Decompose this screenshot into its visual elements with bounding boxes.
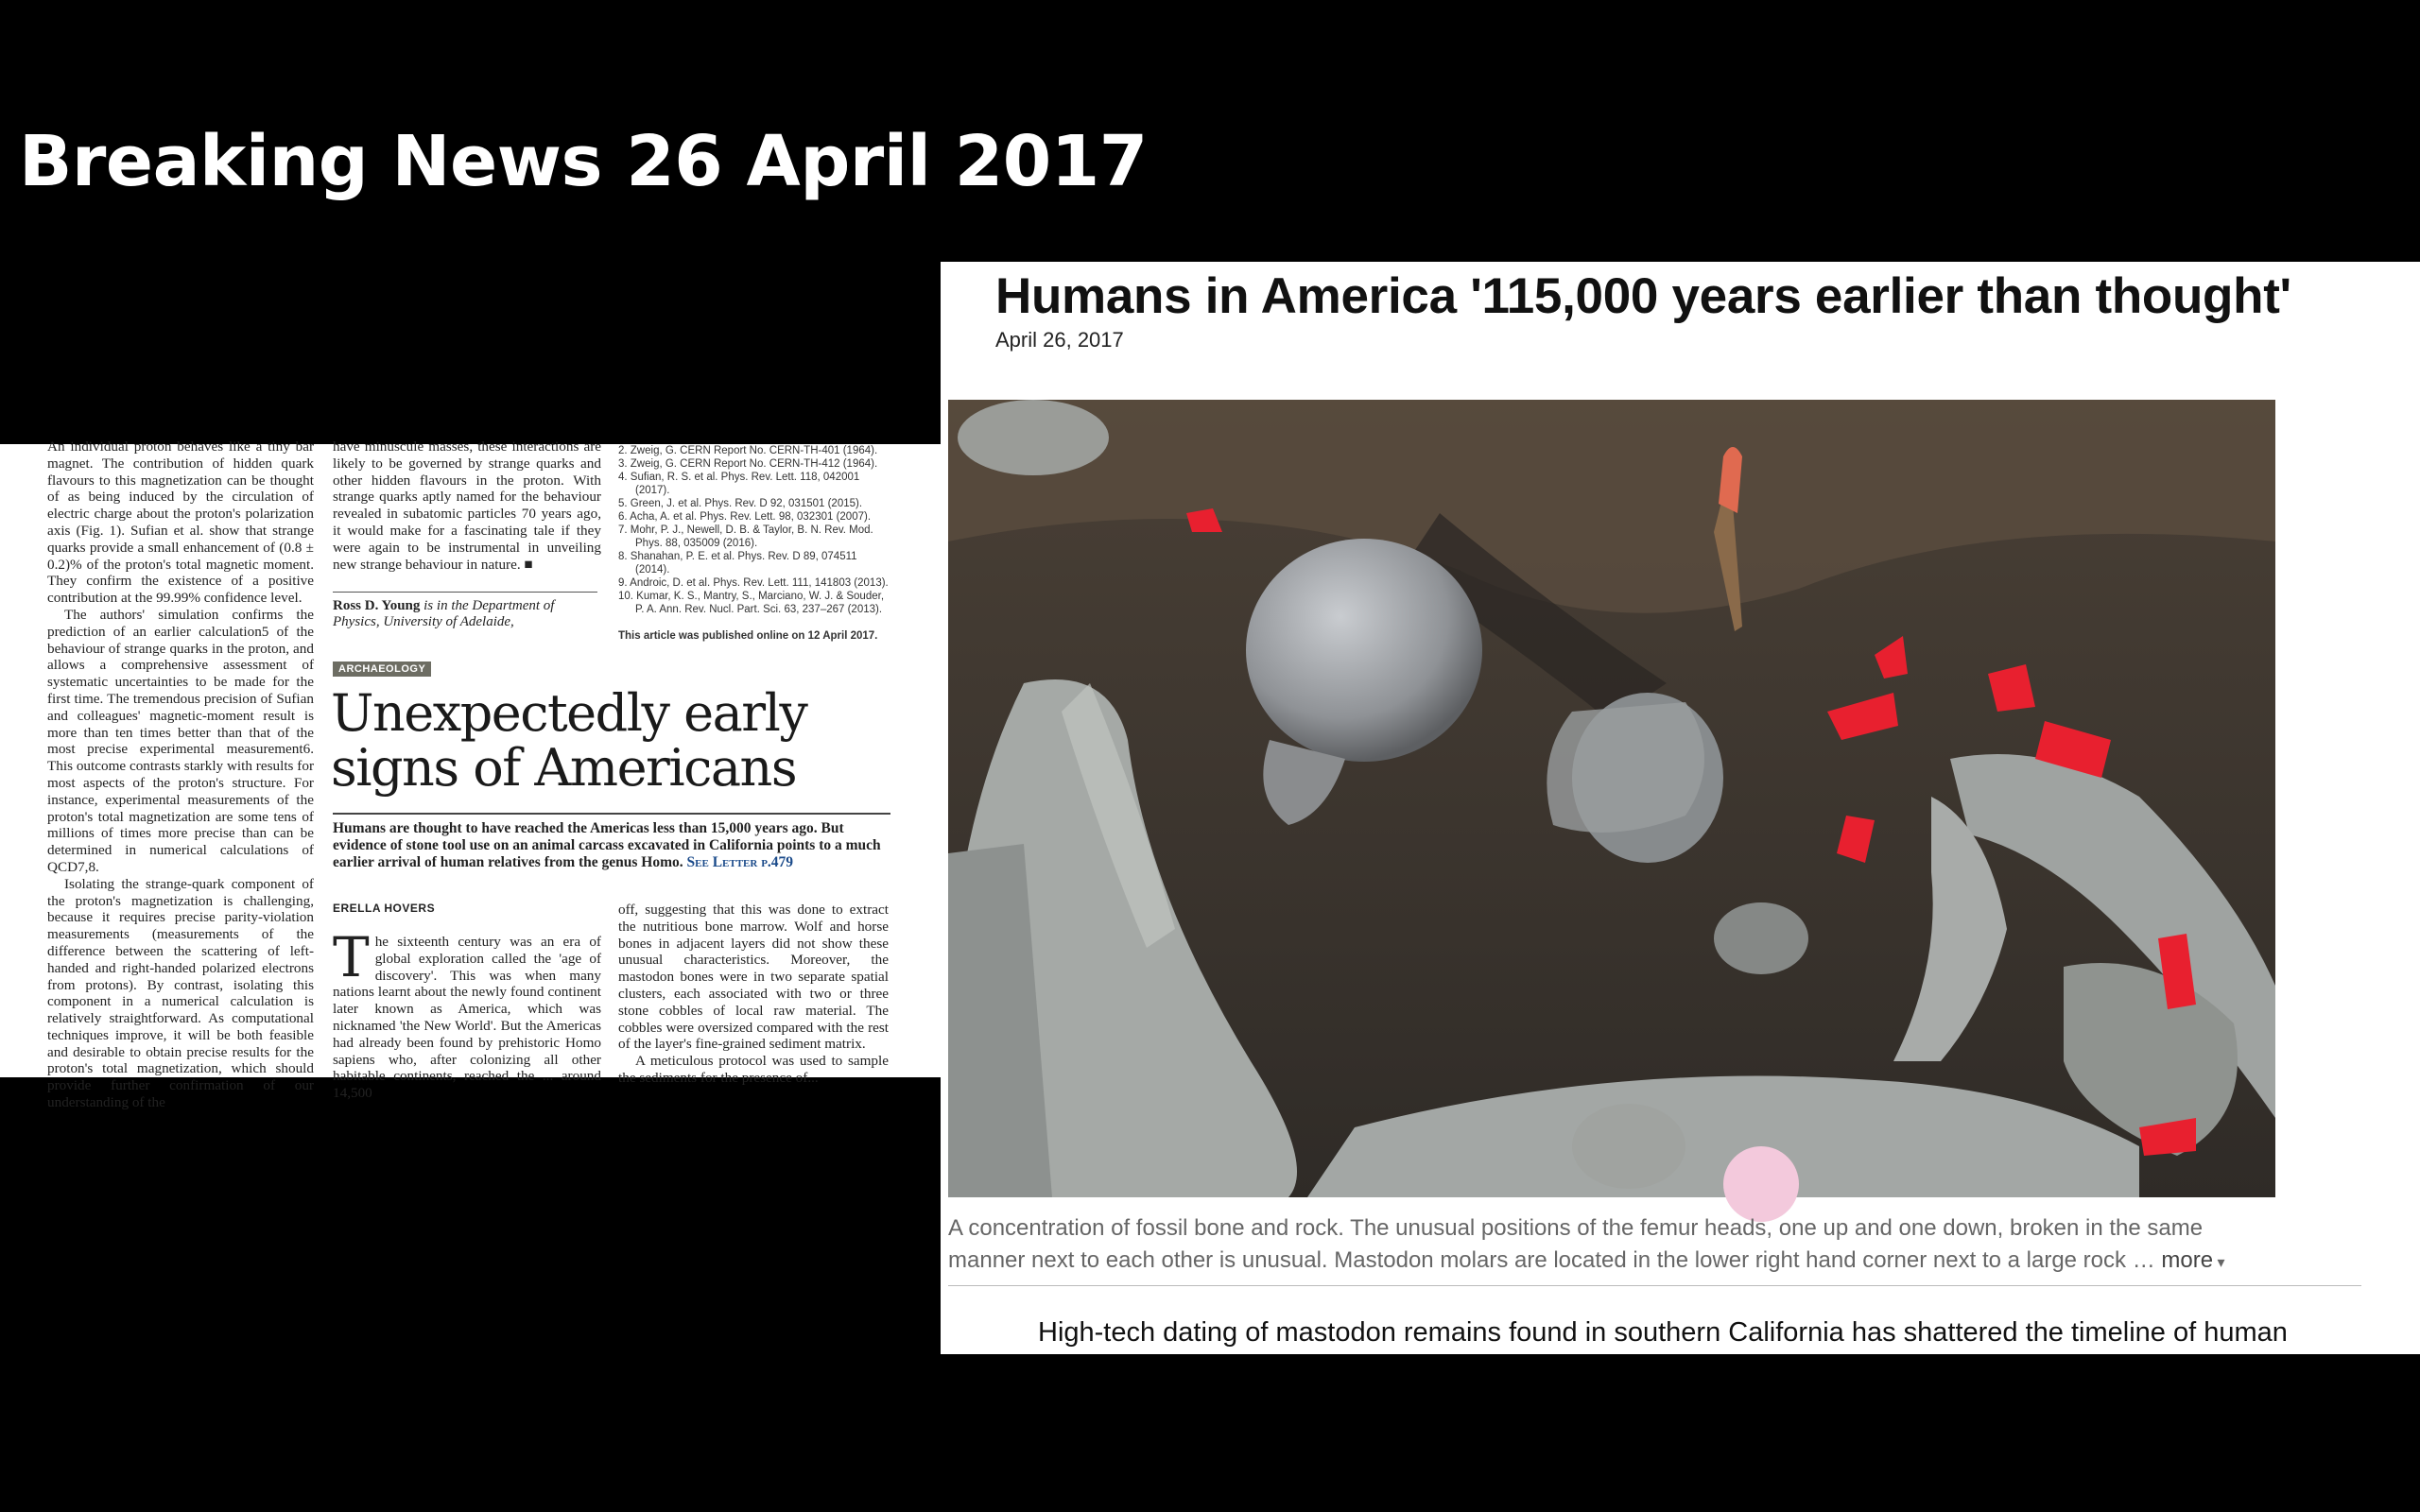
- article-body-left: [333, 925, 601, 1102]
- journal-paragraph: The authors' simulation confirms the prediction of an earlier calculation5 of the behaviour of strange quarks in the proton, and allows a comprehensive assessment of systematic uncertainties to be made for the first time. The tremendous precision of Sufian and colleagues' magnetic-moment result is more than ten times better than that of the most precise experimental measurement6. This outcome contrasts starkly with results for most aspects of the proton's structure. For instance, experimental measurements of the proton's total magnetization are some tens of millions of times more precise than can be determined in numerical calculations of QCD7,8.: [47, 606, 314, 875]
- reference-item: 10. Kumar, K. S., Mantry, S., Marciano, W. J. & Souder, P. A. Ann. Rev. Nucl. Part. Sci. 63, 237–267 (2013).: [618, 591, 885, 615]
- byline: [333, 592, 597, 630]
- journal-clipping: [0, 438, 941, 1111]
- excavation-photo[interactable]: [948, 400, 2275, 1197]
- article-headline: Unexpectedly early signs of Americans: [331, 683, 807, 798]
- body-paragraph: off, suggesting that this was done to extract the nutritious bone marrow. Wolf and horse bones in adjacent layers did not show these unusual characteristics. Moreover, the mastodon bones were in two separate spatial clusters, each associated with two or three stone cobbles of local raw material. The cobbles were oversized compared with the rest of the layer's fine-grained sediment matrix.: [618, 902, 889, 1053]
- reference-item: 3. Zweig, G. CERN Report No. CERN-TH-412 (1964).: [618, 458, 878, 470]
- journal-paragraph: Isolating the strange-quark component of the proton's magnetization is challenging, because it requires precise parity-violation measurements (measurements of the difference between the scattering of left-handed and right-handed polarized electrons from protons). By contrast, isolating this component in a numerical calculation is relatively straightforward. As computational techniques improve, it will be both feasible and desirable to obtain precise results for the proton's total magnetization, which should provide further confirmation of our understanding of the: [47, 875, 314, 1111]
- excavation-photo-illustration: [948, 400, 2275, 1197]
- dek-text: Humans are thought to have reached the Americas less than 15,000 years ago. But evidence of stone tool use on an animal carcass excavated in California points to a much earlier arrival of human relatives from the genus Homo.: [333, 820, 881, 870]
- journal-column-2: [333, 438, 601, 573]
- more-label: more: [2161, 1247, 2214, 1273]
- article-author: ERELLA HOVERS: [333, 902, 436, 915]
- section-tag: ARCHAEOLOGY: [333, 662, 431, 677]
- divider: [948, 1285, 2361, 1286]
- journal-paragraph: An individual proton behaves like a tiny bar magnet. The contribution of hidden quark flavours to this magnetization can be thought of as being induced by the circulation of electric charge about the proton's polarization axis (Fig. 1). Sufian et al. show that strange quarks provide a small enhancement of (0.8 ± 0.2)% of the proton's total magnetic moment. They confirm the existence of a positive contribution at the 99.99% confidence level.: [47, 438, 314, 607]
- reference-item: 6. Acha, A. et al. Phys. Rev. Lett. 98, 032301 (2007).: [618, 511, 872, 523]
- photo-caption: [948, 1212, 2272, 1280]
- byline-affiliation: is in the Department of Physics, University of Adelaide,: [333, 598, 555, 629]
- reference-item: 2. Zweig, G. CERN Report No. CERN-TH-401 (1964).: [618, 445, 878, 456]
- reference-item: 8. Shanahan, P. E. et al. Phys. Rev. D 89, 074511 (2014).: [618, 551, 857, 576]
- published-note: This article was published online on 12 April 2017.: [618, 630, 878, 642]
- web-article-title: Humans in America '115,000 years earlier than thought': [995, 268, 2291, 324]
- web-article-date: April 26, 2017: [995, 328, 1124, 352]
- article-body-right: [618, 902, 889, 1087]
- slide-title: Breaking News 26 April 2017: [19, 121, 1148, 202]
- body-text: he sixteenth century was an era of global exploration called the 'age of discovery'. This was when many nations learnt about the newly found continent later known as America, which was nicknamed 'the New World'. But the Americas had already been found by prehistoric Homo sapiens who, after colonizing all other habitable continents, reached the ... around 14,500: [333, 934, 601, 1102]
- byline-name: Ross D. Young: [333, 598, 421, 613]
- reference-list: [618, 444, 892, 643]
- article-dek: [333, 813, 890, 871]
- journal-column-1: [47, 438, 314, 1111]
- drop-cap: T: [333, 925, 370, 989]
- web-article: [941, 262, 2420, 1354]
- body-paragraph: A meticulous protocol was used to sample the sediments for the presence of...: [618, 1053, 889, 1086]
- journal-paragraph: have minuscule masses, these interactions are likely to be governed by strange quarks and other hidden flavours in the proton. With strange quarks aptly named for the behaviour revealed in subatomic particles 70 years ago, it would make for a fascinating tale if they were again to be instrumental in unveiling new strange behaviour in nature. ■: [333, 438, 601, 573]
- article-lead: High-tech dating of mastodon remains found in southern California has shattered the timeline of human: [1038, 1317, 2288, 1348]
- caption-more-link[interactable]: [2161, 1247, 2224, 1273]
- chevron-down-icon: ▾: [2213, 1255, 2225, 1271]
- reference-item: 7. Mohr, P. J., Newell, D. B. & Taylor, B. N. Rev. Mod. Phys. 88, 035009 (2016).: [618, 524, 873, 549]
- reference-item: 9. Androic, D. et al. Phys. Rev. Lett. 111, 141803 (2013).: [618, 577, 889, 589]
- reference-item: 5. Green, J. et al. Phys. Rev. D 92, 031501 (2015).: [618, 498, 863, 509]
- reference-item: 4. Sufian, R. S. et al. Phys. Rev. Lett. 118, 042001 (2017).: [618, 472, 860, 496]
- see-letter-link[interactable]: See Letter p.479: [686, 854, 794, 870]
- caption-text: A concentration of fossil bone and rock. The unusual positions of the femur heads, one up and one down, broken in the same manner next to each other is unusual. Mastodon molars are located in the lower right hand corner next to a large rock …: [948, 1215, 2204, 1273]
